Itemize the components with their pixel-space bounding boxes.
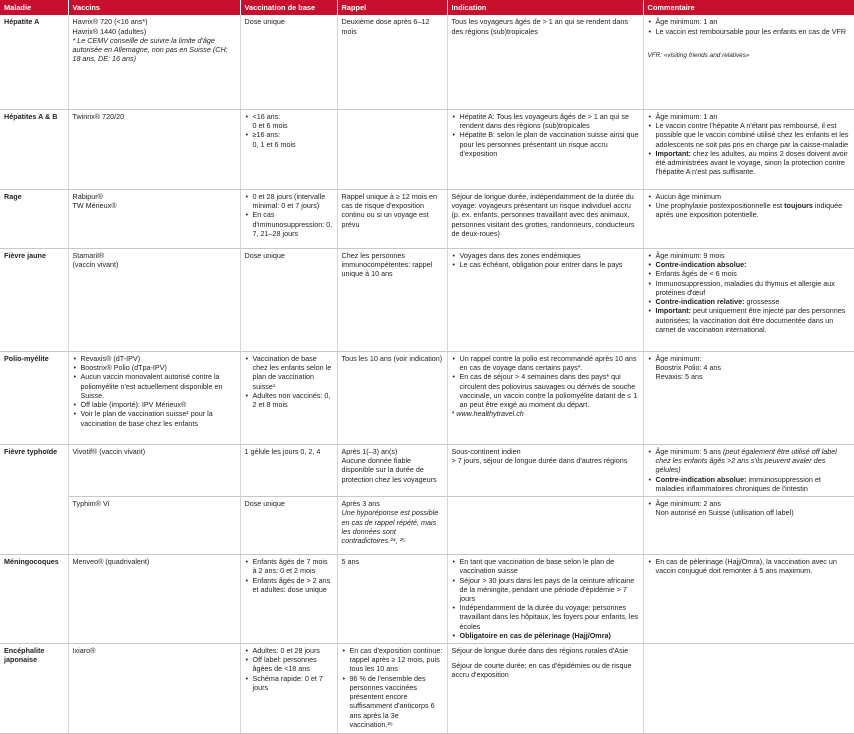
comment-item: • En cas de pèlerinage (Hajj/Omra), la vaccination avec un vaccin conjugué doit remonter à 5 ans maximum. [656,557,851,575]
indication-item: • En cas de séjour > 4 semaines dans des pays* qui circulent des poliovirus sauvages ou dérivés de souche vaccinale, un vaccin contre la poliomyélite datant de ≤ 1 an peut être exigé au moment du départ. [460,372,639,409]
booster-cell: Deuxième dose après 6–12 mois [337,15,447,109]
comment-cell [643,351,854,444]
header-indication: Indication [447,0,643,15]
indication-cell [447,109,643,189]
basic-item: • Enfants âgés de 7 mois à 2 ans: 0 et 2 mois [253,557,333,575]
vaccines-cell: Vivotif® (vaccin vivant) [68,444,240,496]
basic-cell [240,644,337,734]
comment-cell [643,109,854,189]
header-vaccines: Vaccins [68,0,240,15]
vaccine-footnote: * Le CEMV conseille de suivre la limite d'âge autorisée en Allemagne, non pas en Suisse (CH: 18 ans, DE: 16 ans) [72,35,228,64]
booster-item: • En cas d'exposition continue: rappel après ≥ 12 mois, puis tous les 10 ans [350,646,443,674]
table-row [0,109,854,189]
indication-cell [447,248,643,351]
vaccines-cell [68,248,240,351]
booster-cell: Après 3 ans Une hyporéponse est possible en cas de rappel répété, mais les données sont contradictoires.²⁴, ²⁵ [337,497,447,555]
table-row [0,497,854,555]
vaccines-cell [68,189,240,248]
basic-item: • <16 ans: 0 et 6 mois [253,112,333,130]
comment-item: • Le vaccin est remboursable pour les enfants en cas de VFR [656,27,851,36]
booster-cell: Tous les 10 ans (voir indication) [337,351,447,444]
indication-item: • Un rappel contre la polio est recommandé après 10 ans en cas de voyage dans certains pays*. [460,354,639,372]
comment-item: • Âge minimum: 2 ans Non autorisé en Suisse (utilisation off label) [656,499,851,517]
comment-cell [643,497,854,555]
basic-cell: Dose unique [240,248,337,351]
indication-cell: Tous les voyageurs âgés de > 1 an qui se rendent dans des régions (sub)tropicales [447,15,643,109]
vaccines-cell: Ixiaro® [68,644,240,734]
table-row [0,189,854,248]
header-booster: Rappel [337,0,447,15]
header-row [0,0,854,15]
comment-item: • Contre-indication relative: grossesse [656,297,851,306]
comment-item: • Contre-indication absolue: immunosuppression et maladies inflammatoires chroniques de l'intestin [656,475,851,493]
vaccine-item: • Voir le plan de vaccination suisse¹ pour la vaccination de base chez les enfants [81,409,236,427]
indication-cell [447,497,643,555]
disease-cell: Fièvre typhoïde [0,444,68,554]
indication-item: • Séjour > 30 jours dans les pays de la ceinture africaine de la méningite, pendant une période d'épidémie > 7 jours [460,576,639,604]
disease-cell: Encéphalite japonaise [0,644,68,734]
table-row [0,444,854,496]
basic-item: • Vaccination de base chez les enfants selon le plan de vaccination suisse¹ [253,354,333,391]
booster-cell: Après 1(–3) an(s) Aucune donnée fiable disponible sur la durée de protection chez les voyageurs [337,444,447,496]
indication-item: • Indépendamment de la durée du voyage: personnes travaillant dans les hôpitaux, les foyers pour enfants, les écoles [460,603,639,631]
basic-cell: Dose unique [240,497,337,555]
comment-footnote: VFR: «visiting friends and relatives» [647,51,750,59]
basic-item: • Off label: personnes âgées de <18 ans [253,655,333,673]
basic-item: • Adultes: 0 et 28 jours [253,646,333,655]
basic-cell [240,351,337,444]
disease-cell: Fièvre jaune [0,248,68,351]
disease-cell: Rage [0,189,68,248]
indication-cell [447,555,643,644]
vaccine-item: • Revaxis® (dT-IPV) [81,354,236,363]
comment-cell [643,644,854,734]
table-row [0,351,854,444]
basic-cell [240,109,337,189]
vaccine-item: Stamaril® [72,250,105,260]
vaccine-item: (vaccin vivant) [72,260,119,270]
comment-item: • Une prophylaxie postexpositionnelle est toujours indiquée après une exposition potentielle. [656,201,851,219]
vaccines-cell: Menveo® (quadrivalent) [68,555,240,644]
vaccine-item: Havrix® 720 (<16 ans*) [72,17,148,27]
table-row [0,644,854,734]
basic-item: • Adultes non vaccinés: 0, 2 et 8 mois [253,391,333,409]
comment-item: • Le vaccin contre l'hépatite A n'étant pas remboursé, il est possible que le vaccin combiné utilisé chez les enfants et les adolescents ne soit pas pris en charge par la caisse-maladie [656,121,851,149]
basic-item: • Enfants âgés de > 2 ans et adultes: dose unique [253,576,333,594]
comment-item: • Aucun âge minimum [656,192,851,201]
basic-cell: Dose unique [240,15,337,109]
booster-cell: 5 ans [337,555,447,644]
table-row [0,248,854,351]
booster-item: • 96 % de l'ensemble des personnes vaccinées présentent encore suffisamment d'anticorps 6 ans après la 3e vaccination.²⁶ [350,674,443,729]
comment-cell [643,189,854,248]
booster-cell: Chez les personnes immunocompétentes: rappel unique à 10 ans [337,248,447,351]
basic-cell [240,189,337,248]
disease-cell: Méningocoques [0,555,68,644]
header-comment: Commentaire [643,0,854,15]
indication-item: • En tant que vaccination de base selon le plan de vaccination suisse [460,557,639,575]
indication-cell: Séjour de longue durée dans des régions rurales d'Asie Séjour de courte durée: en cas d'épidémies ou de risque accru d'exposition [447,644,643,734]
indication-item: • Hépatite B: selon le plan de vaccination suisse ainsi que pour les personnes présentant un risque accru d'exposition [460,130,639,158]
vaccine-item: TW Mérieux® [72,201,117,211]
basic-item: • ≥16 ans: 0, 1 et 6 mois [253,130,333,148]
comment-item: • Enfants âgés de < 6 mois [656,269,851,278]
comment-item: • Âge minimum: 1 an [656,112,851,121]
comment-cell [643,444,854,496]
comment-item: • Contre-indication absolue: [656,260,851,269]
comment-cell [643,555,854,644]
indication-cell: Sous-continent indien > 7 jours, séjour de longue durée dans d'autres régions [447,444,643,496]
vaccine-item: • Boostrix® Polio (dTpa-IPV) [81,363,236,372]
comment-item: • Âge minimum: Boostrix Polio: 4 ans Revaxis: 5 ans [656,354,851,382]
disease-cell: Hépatite A [0,15,68,109]
indication-cell: Séjour de longue durée, indépendamment de la durée du voyage: voyageurs présentant un risque individuel accru (p. ex. enfants, personnes travaillant avec des animaux, personnes visitant des grottes, randonneurs, conducteurs de deux-roues) [447,189,643,248]
basic-cell: 1 gélule les jours 0, 2, 4 [240,444,337,496]
basic-cell [240,555,337,644]
basic-item: • Schéma rapide: 0 et 7 jours [253,674,333,692]
disease-cell: Hépatites A & B [0,109,68,189]
indication-item: • Le cas échéant, obligation pour entrer dans le pays [460,260,639,269]
table-row [0,555,854,644]
comment-item: • Immunosuppression, maladies du thymus et allergie aux protéines d'œuf [656,279,851,297]
vaccines-cell: Typhim® Vi [68,497,240,555]
vaccines-cell: Twinrix® 720/20 [68,109,240,189]
booster-cell [337,644,447,734]
header-basic: Vaccination de base [240,0,337,15]
indication-item: • Voyages dans des zones endémiques [460,251,639,260]
vaccine-item: Havrix® 1440 (adultes) [72,26,147,36]
comment-cell [643,15,854,109]
comment-item: • Important: peut uniquement être injecté par des personnes autorisées; la vaccination doit être documentée dans un carnet de vaccination international. [656,306,851,334]
indication-footnote: * www.healthytravel.ch [451,409,524,419]
indication-item: • Obligatoire en cas de pèlerinage (Hajj/Omra) [460,631,639,640]
indication-cell [447,351,643,444]
basic-item: • En cas d'immunosuppression: 0, 7, 21–28 jours [253,210,333,238]
booster-cell: Rappel unique à ≥ 12 mois en cas de risque d'exposition continu ou si un voyage est prévu [337,189,447,248]
vaccine-item: • Aucun vaccin monovalent autorisé contre la poliomyélite n'est actuellement disponible en Suisse. [81,372,236,400]
vaccines-cell [68,15,240,109]
indication-item: • Hépatite A: Tous les voyageurs âgés de > 1 an qui se rendent dans des régions (sub)tropicales [460,112,639,130]
comment-cell [643,248,854,351]
vaccine-item: Rabipur® [72,191,103,201]
disease-cell: Polio-myélite [0,351,68,444]
comment-item: • Âge minimum: 5 ans (peut également être utilisé off label chez les enfants âgés >2 ans s'ils peuvent avaler des gélules) [656,447,851,475]
header-disease: Maladie [0,0,68,15]
basic-item: • 0 et 28 jours (intervalle minimal: 0 et 7 jours) [253,192,333,210]
booster-cell [337,109,447,189]
vaccine-item: • Off lable (importé): IPV Mérieux® [81,400,236,409]
vaccines-cell [68,351,240,444]
table-row [0,15,854,109]
comment-item: • Âge minimum: 1 an [656,17,851,26]
comment-item: • Important: chez les adultes, au moins 2 doses doivent avoir été administrées avant le voyage, sinon la protection contre l'hépatite A n'est pas suffisante. [656,149,851,177]
comment-item: • Âge minimum: 9 mois [656,251,851,260]
